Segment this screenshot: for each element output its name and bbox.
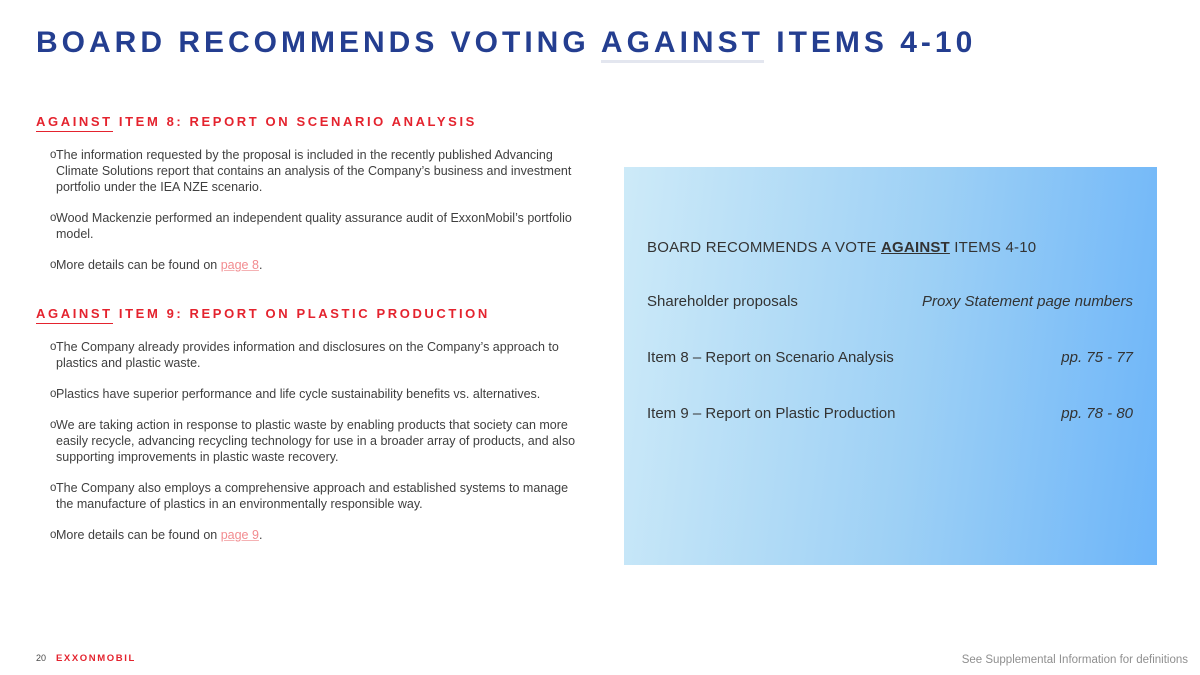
bullet-text [56, 527, 262, 543]
exxonmobil-logo: EXXONMOBIL [56, 653, 136, 664]
bullet-text: The information requested by the proposal is included in the recently published Advancing Climate Solutions report that contains an analysis of the Company’s business and investment portfolio under the IEA NZE scenario. [56, 148, 572, 194]
panel-row-pages: pp. 78 - 80 [1061, 405, 1133, 422]
bullet-item [36, 480, 611, 512]
bullet-item [36, 257, 611, 273]
heading-rest: ITEM 9: REPORT ON PLASTIC PRODUCTION [112, 306, 490, 321]
page-9-link[interactable]: page 9 [220, 528, 259, 542]
title-part2: ITEMS 4-10 [763, 26, 977, 59]
heading-underlined-word: AGAINST [36, 306, 113, 324]
panel-title-prefix: BOARD RECOMMENDS A VOTE [647, 239, 882, 256]
panel-row-label: Item 9 – Report on Plastic Production [647, 405, 896, 422]
bullet-list-item9 [36, 339, 611, 558]
panel-row-label: Item 8 – Report on Scenario Analysis [647, 349, 894, 366]
supplemental-note: See Supplemental Information for definitions [961, 654, 1188, 666]
bullet-text: We are taking action in response to plastic waste by enabling products that society can more easily recycle, advancing recycling technology for use in a broader array of products, and also supporting improvements in plastic waste recovery. [56, 418, 576, 464]
panel-title-suffix: ITEMS 4-10 [949, 239, 1037, 256]
bullet-marker: o [50, 529, 57, 541]
bullet-marker: o [50, 149, 57, 161]
bullet-marker: o [50, 212, 57, 224]
bullet-marker: o [50, 259, 57, 271]
bullet-marker: o [50, 419, 57, 431]
panel-col-left-header: Shareholder proposals [647, 293, 798, 310]
title-part1: BOARD RECOMMENDS VOTING [36, 26, 601, 59]
section-heading-item8 [36, 114, 477, 129]
bullet-text [56, 257, 262, 273]
bullet-text-suffix: . [258, 528, 263, 542]
bullet-text-suffix: . [258, 258, 263, 272]
panel-col-right-header: Proxy Statement page numbers [922, 293, 1133, 310]
section-heading-item9 [36, 306, 490, 321]
panel-row-item8 [647, 349, 1133, 366]
bullet-text: The Company already provides information and disclosures on the Company’s approach to plastics and plastic waste. [56, 340, 559, 370]
bullet-item [36, 386, 611, 402]
bullet-item [36, 527, 611, 543]
panel-row-pages: pp. 75 - 77 [1061, 349, 1133, 366]
page-number: 20 [36, 653, 47, 663]
heading-rest: ITEM 8: REPORT ON SCENARIO ANALYSIS [112, 114, 477, 129]
bullet-text: The Company also employs a comprehensive approach and established systems to manage the manufacture of plastics in an environmentally responsible way. [56, 481, 569, 511]
bullet-item [36, 417, 611, 465]
title-underlined-word: AGAINST [601, 26, 764, 63]
summary-panel [624, 167, 1157, 565]
bullet-item [36, 210, 611, 242]
panel-row-item9 [647, 405, 1133, 422]
bullet-marker: o [50, 482, 57, 494]
bullet-marker: o [50, 341, 57, 353]
bullet-item [36, 147, 611, 195]
bullet-text: Wood Mackenzie performed an independent quality assurance audit of ExxonMobil’s portfolio model. [56, 211, 572, 241]
bullet-list-item8 [36, 147, 611, 288]
page-8-link[interactable]: page 8 [220, 258, 259, 272]
heading-underlined-word: AGAINST [36, 114, 113, 132]
bullet-text-prefix: More details can be found on [56, 258, 221, 272]
bullet-text: Plastics have superior performance and life cycle sustainability benefits vs. alternatives. [56, 387, 541, 401]
panel-title-against: AGAINST [881, 239, 950, 256]
bullet-item [36, 339, 611, 371]
panel-header-row [647, 293, 1133, 310]
panel-title [647, 239, 1133, 256]
bullet-text-prefix: More details can be found on [56, 528, 221, 542]
bullet-marker: o [50, 388, 57, 400]
page-title [36, 26, 1156, 60]
